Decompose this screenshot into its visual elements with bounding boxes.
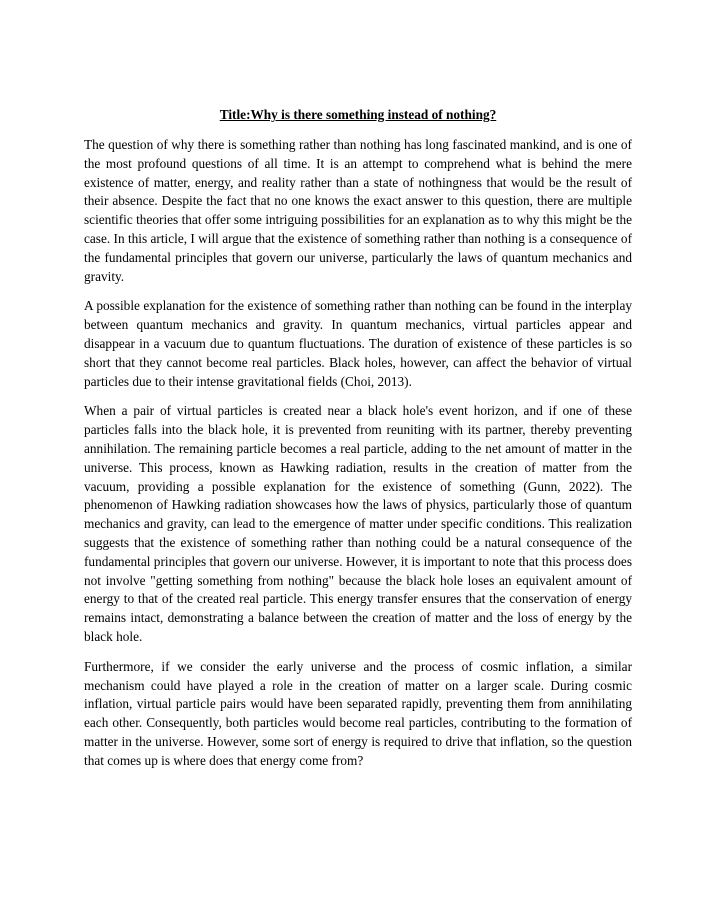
document-title: Title:Why is there something instead of nothing? xyxy=(219,107,497,122)
paragraph-4: Furthermore, if we consider the early universe and the process of cosmic inflation, a similar mechanism could have played a role in the creation of matter on a larger scale. During cosmic inflation, virtual particle pairs would have been separated rapidly, preventing them from annihilating each other. Consequently, both particles would become real particles, contributing to the formation of matter in the universe. However, some sort of energy is required to drive that inflation, so the question that comes up is where does that energy come from? xyxy=(84,658,632,768)
paragraph-3: When a pair of virtual particles is created near a black hole's event horizon, and if one of these particles falls into the black hole, it is prevented from reuniting with its partner, thereby preventing annihilation. The remaining particle becomes a real particle, adding to the net amount of matter in the universe. This process, known as Hawking radiation, results in the creation of matter from the vacuum, providing a possible explanation for the existence of something (Gunn, 2022). The phenomenon of Hawking radiation showcases how the laws of physics, particularly those of quantum mechanics and gravity, can lead to the emergence of matter under specific conditions. This realization suggests that the existence of something rather than nothing could be a natural consequence of the fundamental principles that govern our universe. However, it is important to note that this process does not involve "getting something from nothing" because the black hole loses an equivalent amount of energy to that of the created real particle. This energy transfer ensures that the conservation of energy remains intact, demonstrating a balance between the creation of matter and the loss of energy by the black hole. xyxy=(84,403,632,644)
paragraph-2: A possible explanation for the existence of something rather than nothing can be found in the interplay between quantum mechanics and gravity. In quantum mechanics, virtual particles appear and disappear in a vacuum due to quantum fluctuations. The duration of existence of these particles is so short that they cannot become real particles. Black holes, however, can affect the behavior of virtual particles due to their intense gravitational fields (Choi, 2013). xyxy=(84,298,632,389)
document-page xyxy=(84,106,632,782)
paragraph-1: The question of why there is something rather than nothing has long fascinated mankind, and is one of the most profound questions of all time. It is an attempt to comprehend what is behind the mere existence of matter, energy, and reality rather than a state of nothingness that would be the result of their absence. Despite the fact that no one knows the exact answer to this question, there are multiple scientific theories that offer some intriguing possibilities for an explanation as to why this might be the case. In this article, I will argue that the existence of something rather than nothing is a consequence of the fundamental principles that govern our universe, particularly the laws of quantum mechanics and gravity. xyxy=(84,137,632,284)
